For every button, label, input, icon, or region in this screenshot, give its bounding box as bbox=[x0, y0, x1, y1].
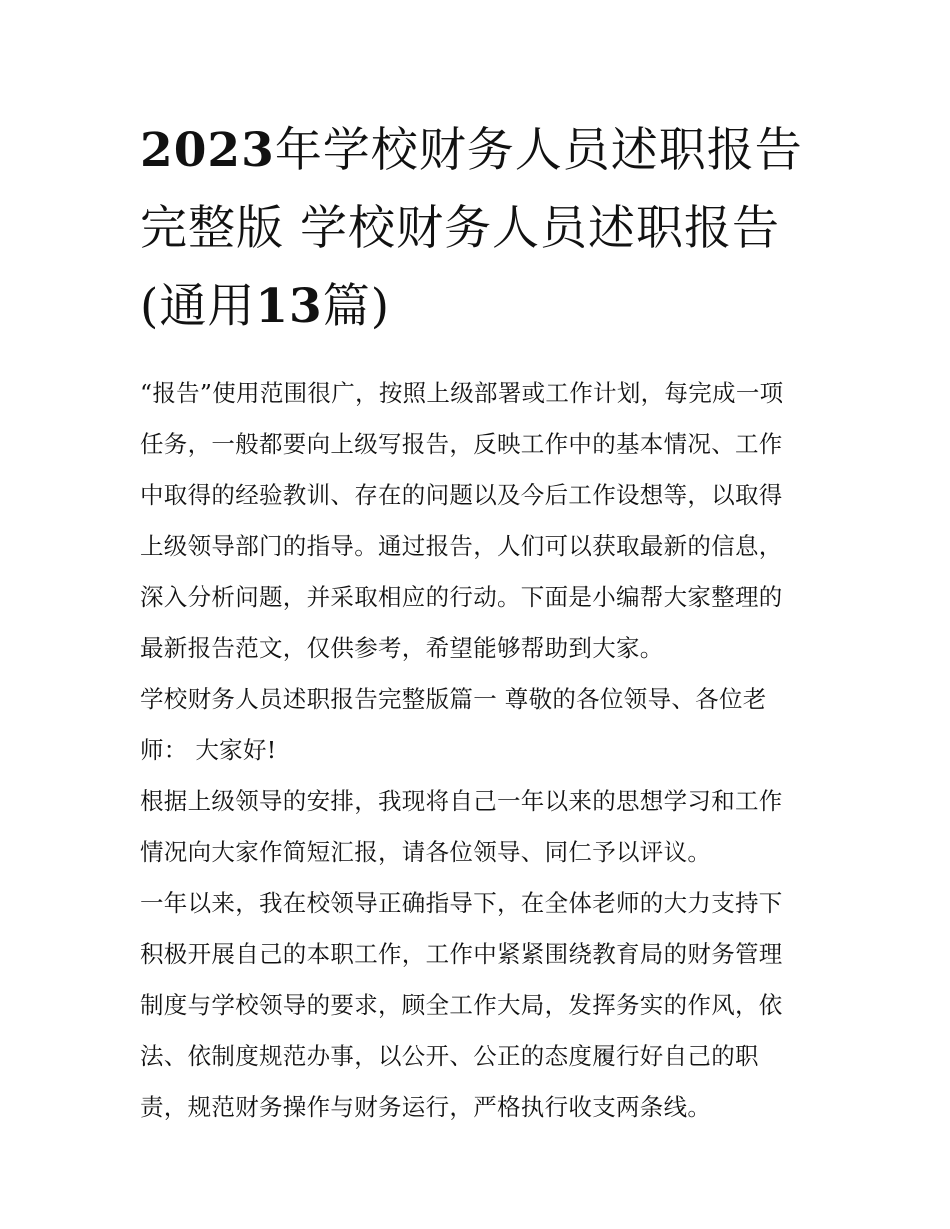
document-page bbox=[140, 112, 812, 1133]
text-line: 深入分析问题，并采取相应的行动。下面是小编帮大家整理的 bbox=[140, 583, 783, 611]
text-line: 一年以来，我在校领导正确指导下，在全体老师的大力支持下 bbox=[140, 889, 783, 917]
title-line: (通用13篇) bbox=[140, 279, 391, 334]
text-line: 任务，一般都要向上级写报告，反映工作中的基本情况、工作 bbox=[140, 430, 783, 458]
body-paragraph bbox=[140, 776, 812, 878]
title-line: 完整版 学校财务人员述职报告 bbox=[140, 201, 780, 256]
text-line: 最新报告范文，仅供参考，希望能够帮助到大家。 bbox=[140, 634, 664, 662]
document-body bbox=[140, 368, 812, 1133]
intro-paragraph bbox=[140, 368, 812, 674]
text-line: 制度与学校领导的要求，顾全工作大局，发挥务实的作风，依 bbox=[140, 991, 783, 1019]
section-heading-paragraph bbox=[140, 674, 812, 776]
text-line: 责，规范财务操作与财务运行，严格执行收支两条线。 bbox=[140, 1093, 712, 1121]
text-line: 师： 大家好! bbox=[140, 736, 277, 764]
title-number: 13 bbox=[255, 279, 323, 334]
title-line: 2023年学校财务人员述职报告 bbox=[140, 123, 803, 178]
text-line: 法、依制度规范办事，以公开、公正的态度履行好自己的职 bbox=[140, 1042, 759, 1070]
text-line: 根据上级领导的安排，我现将自己一年以来的思想学习和工作 bbox=[140, 787, 783, 815]
text-line: 情况向大家作简短汇报，请各位领导、同仁予以评议。 bbox=[140, 838, 712, 866]
text-line: 积极开展自己的本职工作，工作中紧紧围绕教育局的财务管理 bbox=[140, 940, 783, 968]
text-line: 上级领导部门的指导。通过报告，人们可以获取最新的信息， bbox=[140, 532, 783, 560]
title-number: 2023 bbox=[140, 123, 275, 178]
document-title bbox=[140, 112, 812, 346]
text-line: 学校财务人员述职报告完整版篇一 尊敬的各位领导、各位老 bbox=[140, 685, 767, 713]
body-paragraph bbox=[140, 878, 812, 1133]
text-line: “报告”使用范围很广，按照上级部署或工作计划，每完成一项 bbox=[140, 379, 784, 407]
text-line: 中取得的经验教训、存在的问题以及今后工作设想等，以取得 bbox=[140, 481, 783, 509]
